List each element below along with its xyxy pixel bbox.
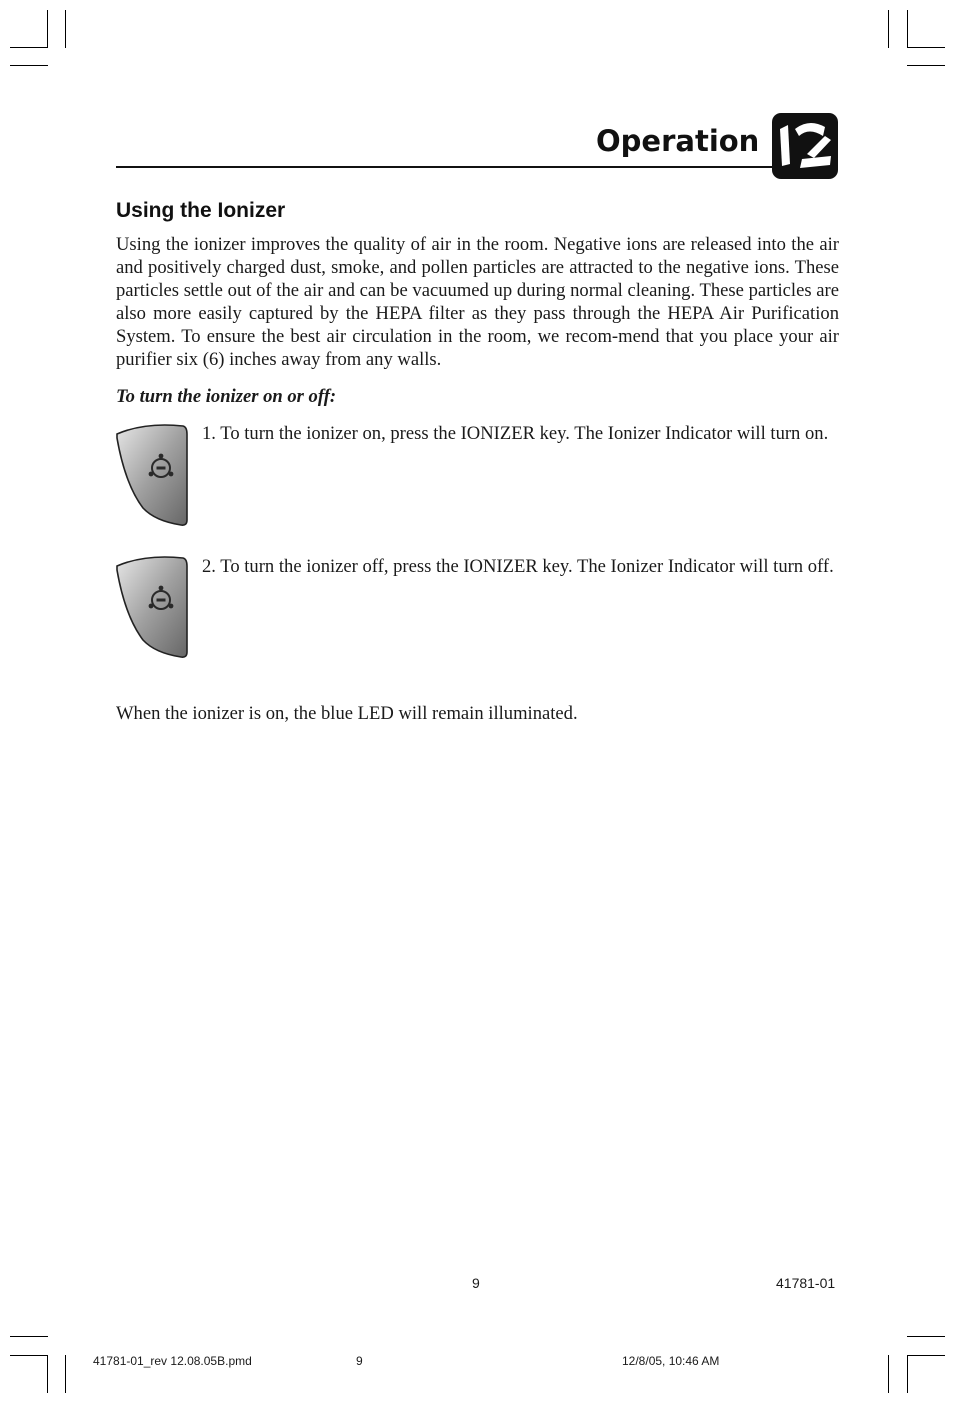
instructions-subheading: To turn the ionizer on or off: bbox=[116, 386, 337, 407]
clock-12-icon bbox=[771, 112, 839, 180]
slug-timestamp: 12/8/05, 10:46 AM bbox=[622, 1354, 720, 1368]
section-heading: Using the Ionizer bbox=[116, 199, 286, 222]
header-rule bbox=[116, 166, 776, 168]
intro-paragraph: Using the ionizer improves the quality of air in the room. Negative ions are released into the air and positively charged dust, smoke, and pollen particles are attracted to the negative ions. These particles settle out of the air and can be vacuumed up during normal cleaning. These particles are also more easily captured by the HEPA filter as they pass through the HEPA Air Purification System. To ensure the best air circulation in the room, we recom-mend that you place your air purifier six (6) inches away from any walls. bbox=[116, 234, 839, 370]
page-number: 9 bbox=[472, 1275, 480, 1291]
section-title: Operation bbox=[596, 124, 760, 158]
slug-page: 9 bbox=[356, 1354, 363, 1368]
document-code: 41781-01 bbox=[776, 1275, 836, 1291]
step-1: 1. To turn the ionizer on, press the IONIZER key. The Ionizer Indicator will turn on. bbox=[202, 423, 829, 444]
ionizer-key-icon bbox=[113, 556, 189, 660]
slug-filename: 41781-01_rev 12.08.05B.pmd bbox=[93, 1354, 252, 1368]
ionizer-key-icon bbox=[113, 424, 189, 528]
led-note: When the ionizer is on, the blue LED will remain illuminated. bbox=[116, 703, 578, 724]
step-2: 2. To turn the ionizer off, press the IONIZER key. The Ionizer Indicator will turn off. bbox=[202, 556, 834, 577]
